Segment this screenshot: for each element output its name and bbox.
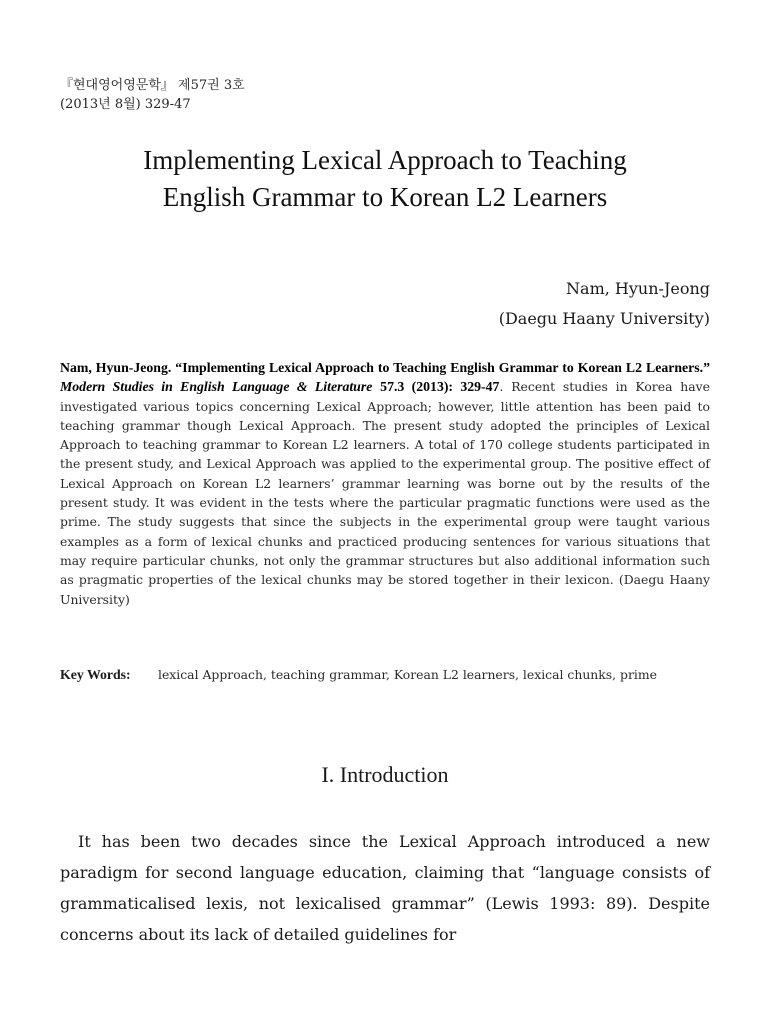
title-line-1: Implementing Lexical Approach to Teaching (143, 145, 627, 175)
journal-name-volume: 『현대영어영문학』 제57권 3호 (60, 78, 245, 93)
journal-info (60, 76, 245, 114)
abstract-journal-name: Modern Studies in English Language & Literature (60, 379, 373, 395)
keywords-text: lexical Approach, teaching grammar, Korean L2 learners, lexical chunks, prime (158, 667, 657, 682)
author-block (499, 274, 710, 334)
abstract (60, 358, 710, 609)
author-name: Nam, Hyun-Jeong (566, 279, 710, 298)
author-affiliation: (Daegu Haany University) (498, 309, 710, 328)
title-line-2: English Grammar to Korean L2 Learners (162, 182, 608, 212)
abstract-volume: 57.3 (2013): 329-47 (380, 379, 500, 395)
keywords-label: Key Words: (60, 667, 131, 682)
body-paragraph: It has been two decades since the Lexical Approach introduced a new paradigm for second language education, claiming that “language consists of grammaticalised lexis, not lexicalised grammar” (Lewis 1993: 89). Despite concerns about its lack of detailed guidelines for (60, 832, 710, 944)
abstract-citation: Nam, Hyun-Jeong. “Implementing Lexical Approach to Teaching English Grammar to Korean L2 Learners.” (60, 360, 710, 375)
section-heading: I. Introduction (321, 762, 449, 787)
abstract-text: . Recent studies in Korea have investigated various topics concerning Lexical Approach; however, little attention has been paid to teaching grammar though Lexical Approach. The present study adopted the principles of Lexical Approach to teaching grammar to Korean L2 learners. A total of 170 college students participated in the present study, and Lexical Approach was applied to the experimental group. The positive effect of Lexical Approach on Korean L2 learners’ grammar learning was borne out by the results of the present study. It was evident in the tests where the particular pragmatic functions were used as the prime. The study suggests that since the subjects in the experimental group were taught various examples as a form of lexical chunks and practiced producing sentences for various situations that may require particular chunks, not only the grammar structures but also additional information such as pragmatic properties of the lexical chunks may be stored together in their lexicon. (Daegu Haany University) (60, 379, 710, 607)
keywords (60, 665, 710, 684)
paper-title (60, 142, 710, 216)
journal-date-pages: (2013년 8월) 329-47 (60, 97, 191, 112)
